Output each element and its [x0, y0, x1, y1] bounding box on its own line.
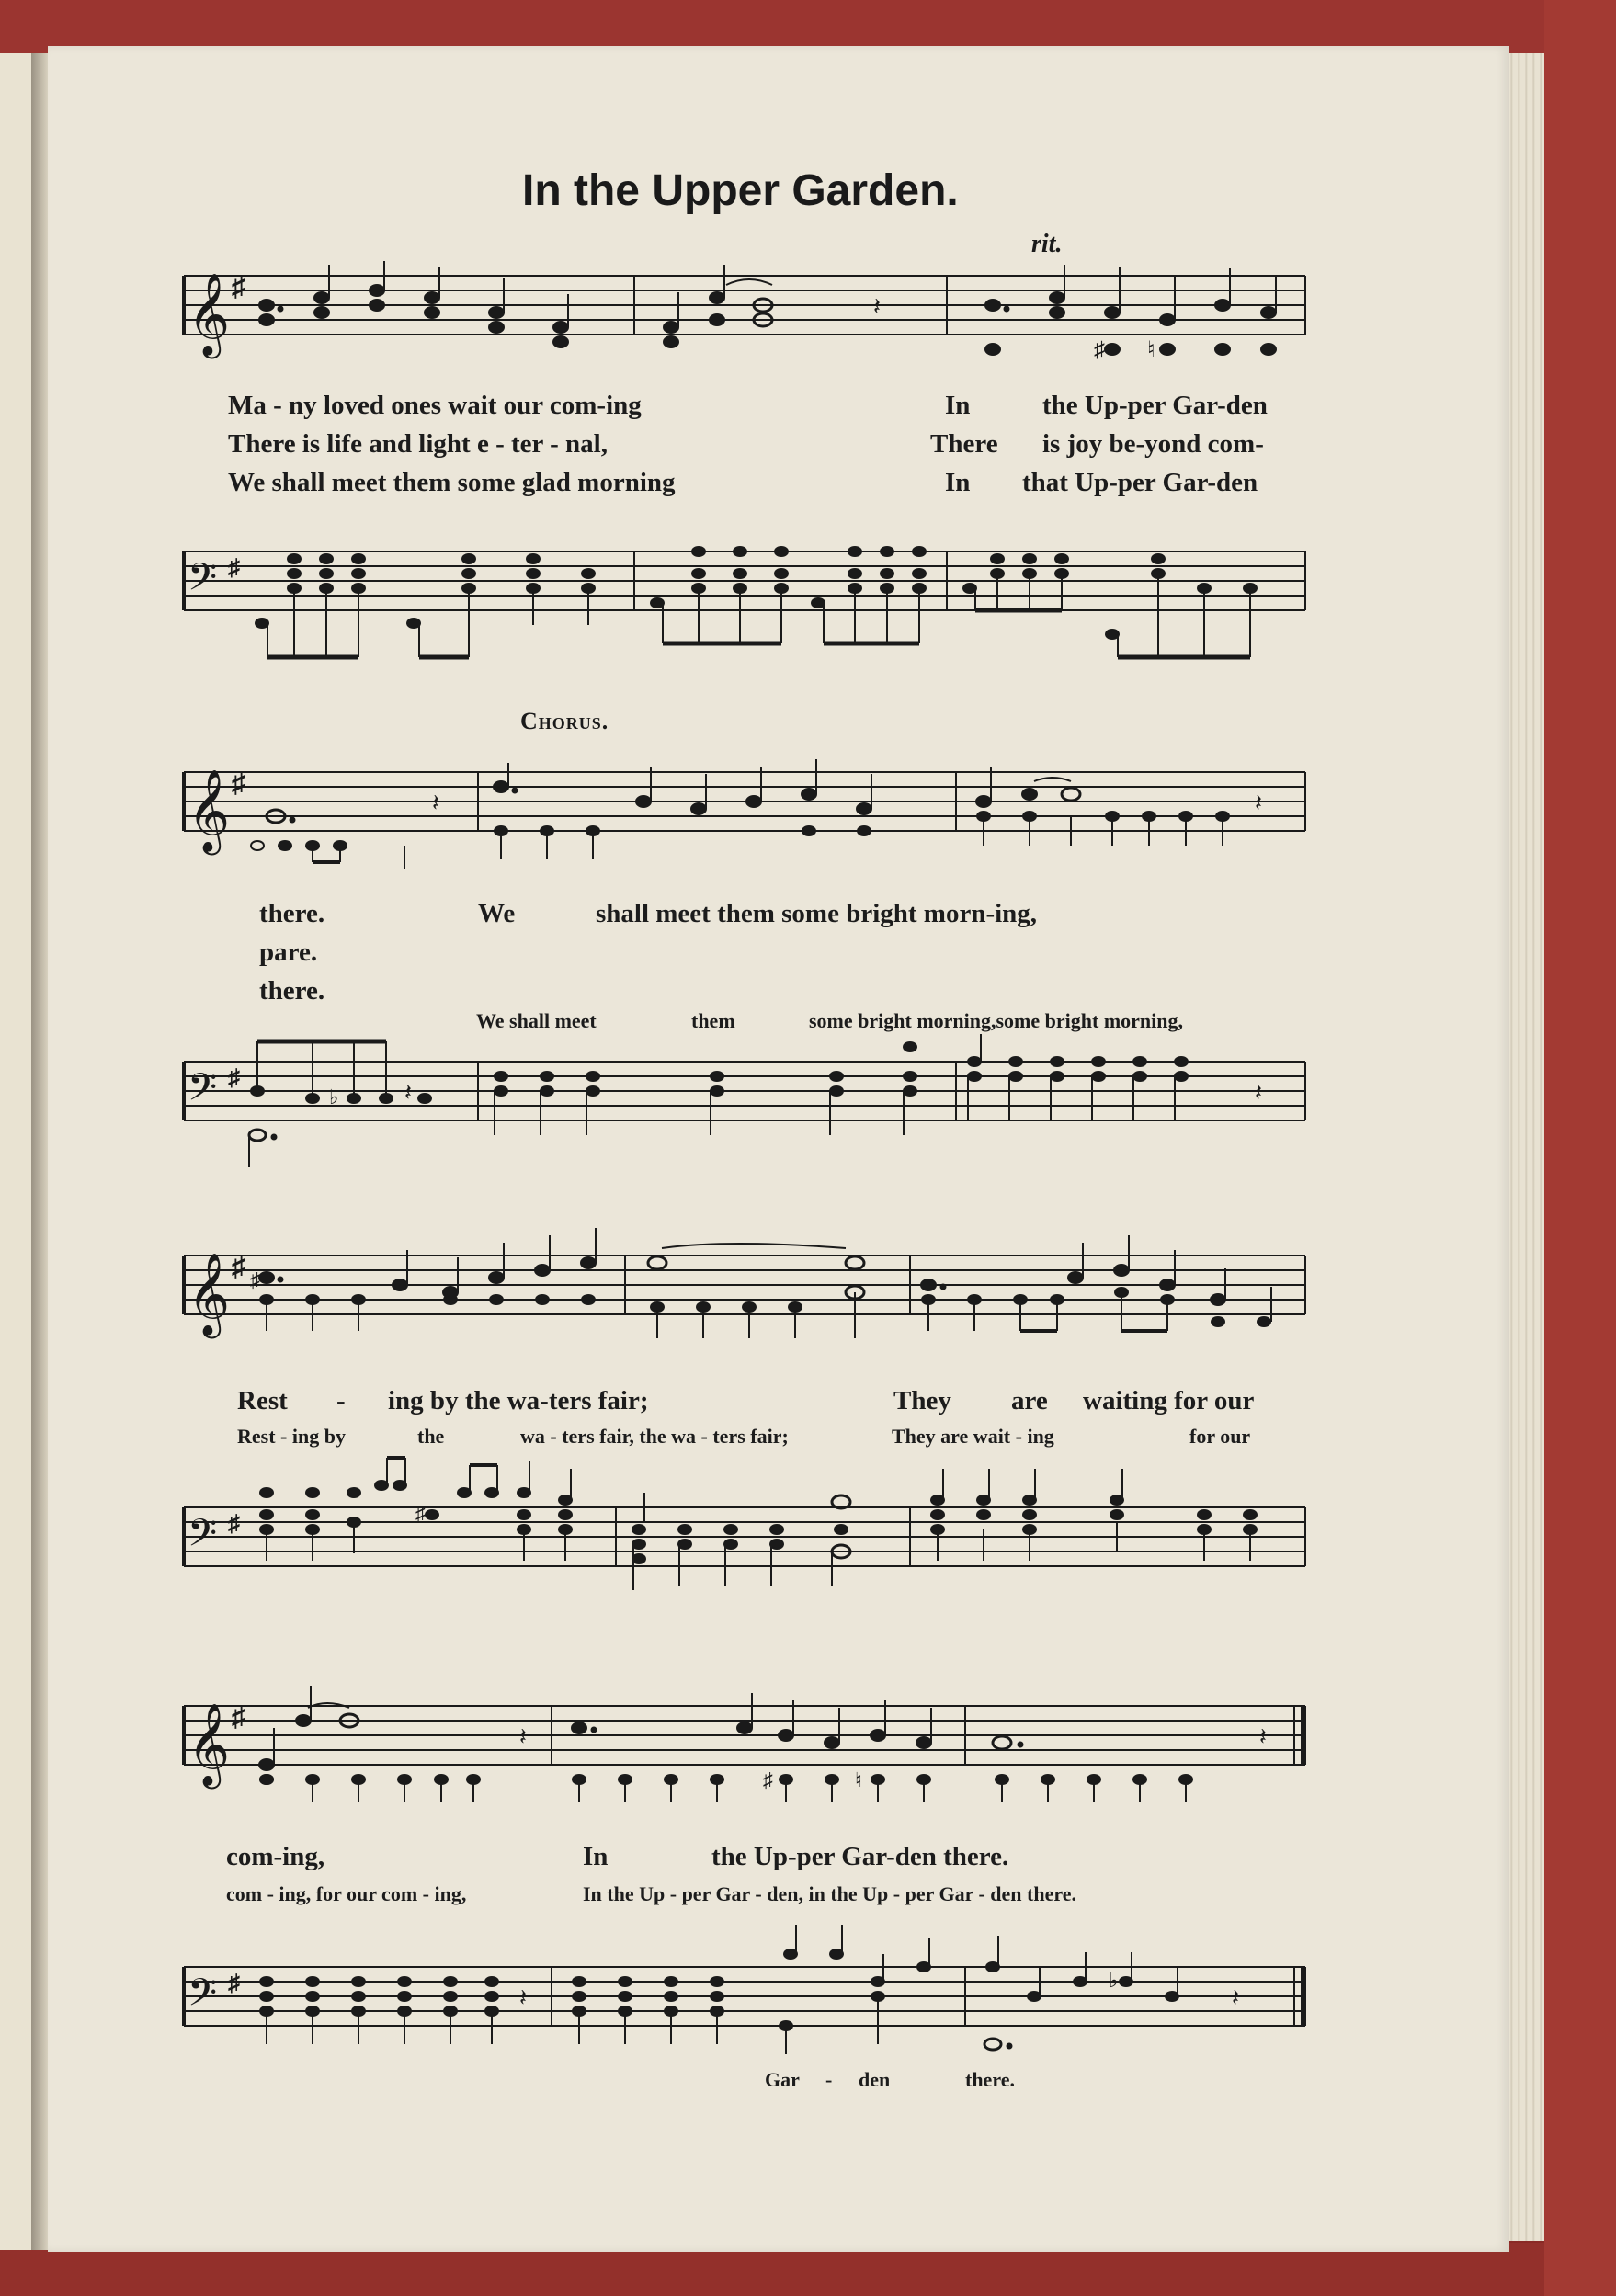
system-4-under-words-b: -	[825, 2068, 833, 2091]
svg-text:𝄽: 𝄽	[519, 1723, 527, 1750]
verse-3-lyric-c: that Up-per Gar-den	[1022, 468, 1258, 497]
verse-1-lyric-c: the Up-per Gar-den	[1042, 391, 1268, 420]
chorus-bass-words-c: some bright morning,some bright morning,	[809, 1009, 1183, 1032]
svg-text:♯: ♯	[232, 272, 245, 302]
ritardando-marking: rit.	[1031, 230, 1063, 258]
verse-2-lyric-b: There	[930, 429, 998, 459]
system-4-treble-staff	[175, 1673, 1314, 1811]
svg-text:𝄢: 𝄢	[188, 556, 218, 608]
verse-1-lyric-a: Ma - ny loved ones wait our com-ing	[228, 391, 642, 420]
system-4-lyric-c: the Up-per Gar-den there.	[711, 1842, 1009, 1871]
svg-text:♯: ♯	[232, 1702, 245, 1733]
chorus-bass-words-b: them	[691, 1009, 735, 1032]
svg-text:𝄽: 𝄽	[1255, 1079, 1262, 1106]
system-4-under-words-d: there.	[965, 2068, 1015, 2091]
svg-text:𝄞: 𝄞	[188, 274, 231, 354]
system-4-lyric-b: In	[583, 1842, 609, 1871]
book-cover-right	[1544, 0, 1616, 2296]
svg-text:𝄽: 𝄽	[873, 293, 881, 320]
verse-2-lyric-c: is joy be-yond com-	[1042, 429, 1264, 459]
ending-lyric-2: pare.	[259, 938, 318, 967]
ending-lyric-3: there.	[259, 976, 325, 1006]
system-2-bass-staff	[175, 1034, 1314, 1172]
svg-text:♭: ♭	[1109, 1969, 1119, 1992]
book-gutter	[31, 53, 48, 2250]
svg-text:𝄢: 𝄢	[188, 1972, 218, 2023]
verse-3-lyric-b: In	[945, 468, 971, 497]
system-3-bass-words-c: wa - ters fair, the wa - ters fair;	[520, 1425, 789, 1448]
svg-text:♯: ♯	[228, 554, 240, 581]
system-1-treble-staff	[175, 257, 1314, 377]
verse-1-lyric-b: In	[945, 391, 971, 420]
system-3-bass-staff	[175, 1452, 1314, 1618]
svg-text:♯: ♯	[415, 1502, 426, 1525]
svg-text:♯: ♯	[232, 1252, 245, 1282]
svg-text:♮: ♮	[855, 1768, 862, 1791]
system-4-bass-words-a: com - ing, for our com - ing,	[226, 1882, 467, 1905]
system-3-bass-words-a: Rest - ing by	[237, 1425, 346, 1448]
svg-text:𝄽: 𝄽	[1232, 1984, 1239, 2011]
svg-text:♯: ♯	[232, 768, 245, 799]
svg-text:𝄞: 𝄞	[188, 770, 231, 850]
svg-text:𝄞: 𝄞	[188, 1254, 231, 1334]
svg-text:♯: ♯	[228, 1064, 240, 1091]
system-3-bass-words-b: the	[417, 1425, 445, 1448]
svg-text:𝄽: 𝄽	[432, 790, 439, 816]
svg-text:𝄽: 𝄽	[1255, 790, 1262, 816]
system-3-lyric-c: ing by the wa-ters fair;	[388, 1386, 649, 1415]
svg-text:♯: ♯	[228, 1970, 240, 1996]
svg-text:♭: ♭	[329, 1085, 339, 1108]
svg-text:♯: ♯	[228, 1510, 240, 1537]
svg-text:𝄽: 𝄽	[404, 1079, 412, 1106]
system-4-lyric-a: com-ing,	[226, 1842, 325, 1871]
svg-text:𝄢: 𝄢	[188, 1066, 218, 1118]
system-3-treble-staff	[175, 1222, 1314, 1360]
system-2-treble-staff	[175, 754, 1314, 892]
svg-text:𝄢: 𝄢	[188, 1512, 218, 1563]
verse-3-lyric-a: We shall meet them some glad morning	[228, 468, 676, 497]
svg-text:𝄞: 𝄞	[188, 1704, 231, 1784]
system-3-lyric-a: Rest	[237, 1386, 288, 1415]
chorus-heading: Chorus.	[520, 708, 609, 734]
svg-text:♯: ♯	[250, 1268, 260, 1291]
chorus-bass-words-a: We shall meet	[476, 1009, 597, 1032]
svg-text:♯: ♯	[763, 1768, 773, 1791]
system-3-lyric-b: -	[336, 1386, 346, 1415]
verse-2-lyric-a: There is life and light e - ter - nal,	[228, 429, 608, 459]
svg-text:♮: ♮	[1147, 338, 1155, 362]
system-1-bass-staff	[175, 533, 1314, 671]
chorus-lyric-a: We	[478, 899, 516, 928]
svg-text:𝄽: 𝄽	[1259, 1723, 1267, 1750]
system-3-lyric-e: are	[1011, 1386, 1048, 1415]
svg-text:𝄽: 𝄽	[519, 1984, 527, 2011]
hymn-title: In the Upper Garden.	[522, 166, 959, 215]
system-4-under-words-a: Gar	[765, 2068, 800, 2091]
system-4-bass-words-b: In the Up - per Gar - den, in the Up - per Gar - den there.	[583, 1882, 1076, 1905]
system-3-bass-words-e: for our	[1189, 1425, 1251, 1448]
system-3-bass-words-d: They are wait - ing	[892, 1425, 1054, 1448]
system-4-under-words-c: den	[859, 2068, 891, 2091]
chorus-lyric-b: shall meet them some bright morn-ing,	[596, 899, 1038, 928]
svg-text:♯: ♯	[1094, 338, 1105, 362]
system-3-lyric-d: They	[893, 1386, 951, 1415]
ending-lyric-1: there.	[259, 899, 325, 928]
left-page-edge	[0, 53, 33, 2250]
system-4-bass-staff	[175, 1921, 1314, 2096]
system-3-lyric-f: waiting for our	[1083, 1386, 1255, 1415]
